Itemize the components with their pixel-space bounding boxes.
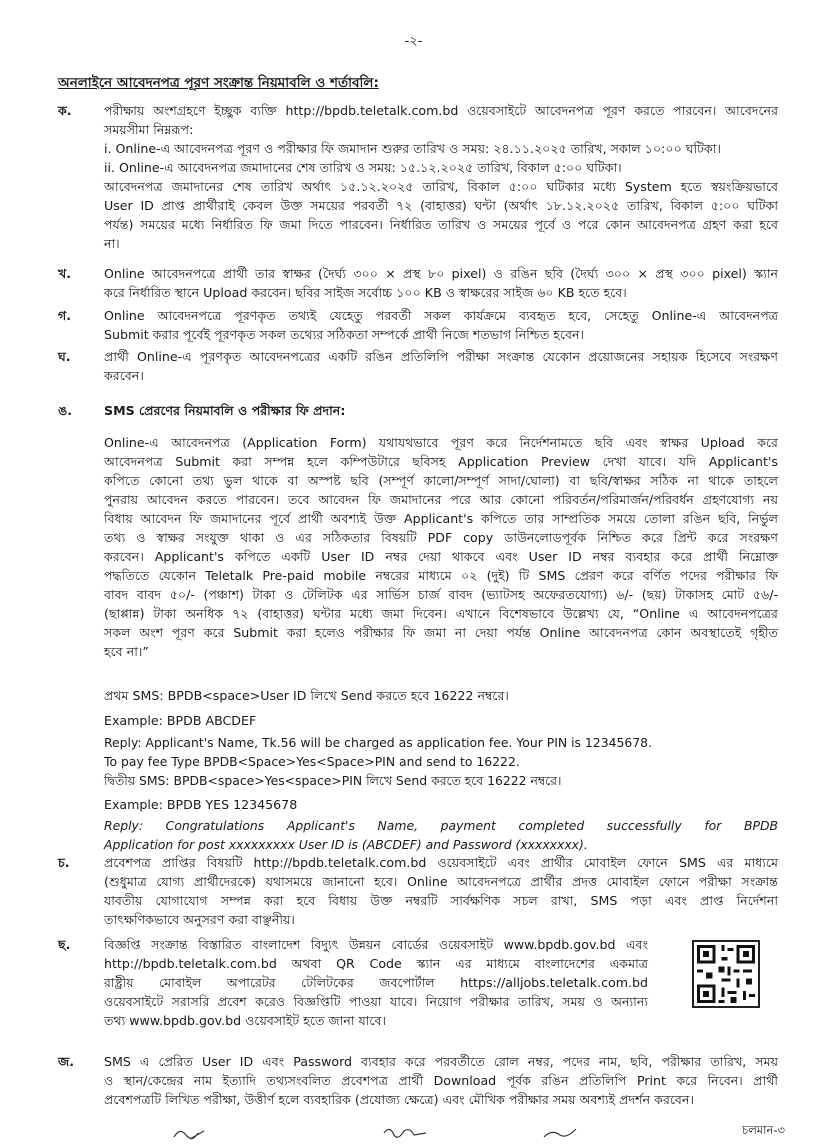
sms-example-1 — [58, 711, 778, 730]
text-line: করে নির্ধারিত স্থানে Upload করবেন। ছবির সাইজ সর্বোচ্চ ১০০ KB ও স্বাক্ষরের সাইজ ৬০ KB হতে হবে। — [104, 285, 627, 300]
text-line: সকল অংশ পূরণ করে Submit করা হলেও পরীক্ষার ফি জমা না দেয়া পর্যন্ত Online আবেদনপত্র কোন অবস্থাতেই গৃহীত — [104, 625, 778, 640]
section-label: ঙ. — [58, 403, 73, 418]
text-line: Online-এ আবেদনপত্র (Application Form) যথাযথভাবে পূরণ করে নির্দেশনামতে ছবি এবং স্বাক্ষর Upload করে — [104, 435, 778, 450]
text-line: করবেন। — [104, 368, 144, 383]
text-line: (শুধুমাত্র যোগ্য প্রার্থীদেরকে) যথাসময়ে জানানো হবে। Online আবেদনপত্রে প্রার্থীর প্রদত্ত মোবাইল ফোনে পরীক্ষা সংক্রান্ত — [104, 874, 778, 889]
text-line: বিধায় আবেদন ফি জমাদানের পূর্বে প্রার্থী অবশ্যই উক্ত Applicant's কপিতে তার সাম্প্রতিক সময়ে তোলা রঙিন ছবি, নির্ভুল — [104, 511, 778, 526]
text-line: User ID প্রাপ্ত প্রার্থীরাই কেবল উক্ত সময়ের পরবর্তী ৭২ (বাহাত্তর) ঘন্টা (অর্থাৎ ১৮.১২.২০২৫ তারিখ, বিকাল ৫:০০ ঘটিকা — [104, 198, 778, 213]
section-title: SMS প্রেরণের নিয়মাবলি ও পরীক্ষার ফি প্রদান: — [104, 403, 346, 418]
text-line: বিজ্ঞপ্তি সংক্রান্ত বিস্তারিত বাংলাদেশ বিদ্যুৎ উন্নয়ন বোর্ডের ওয়েবসাইট www.bpdb.gov.bd এবং — [104, 937, 648, 952]
reply-line: To pay fee Type BPDB<Space>Yes<Space>PIN and send to 16222. — [104, 754, 520, 769]
text-line: পদ্ধতিতে যেকোন Teletalk Pre-paid mobile নম্বরের মাধ্যমে ০২ (দুই) টি SMS প্রেরণ করে বর্ণিত পদের পরীক্ষার ফি — [104, 568, 778, 583]
text-line: কপিতে কোনো তথ্য ভুল থাকে বা অস্পষ্ট ছবি (সম্পূর্ণ কালো/সম্পূর্ণ সাদা/ঘোলা) বা ছবি/স্বাক্ষর সঠিক না থাকে তাহলে — [104, 473, 778, 488]
example-text: Example: BPDB YES 12345678 — [104, 797, 298, 812]
section-ka — [58, 101, 778, 253]
text-line: পর্যন্ত) সময়ের মধ্যে নির্ধারিত ফি জমা দিতে পারবেন। নির্ধারিত তারিখ ও সময়ের পূর্বে ও পরে কোন আবেদনপত্র গ্রহণ করা হবে — [104, 217, 778, 232]
text-line: পুনরায় আবেদন করতে পারবেন। তবে আবেদন ফি জমাদানের পরে আর কোনো পরিবর্তন/পরিমার্জন/পরিবর্ধন গ্রহণযোগ্য নয় — [104, 492, 778, 507]
section-label: ঘ. — [58, 349, 71, 364]
text-line: i. Online-এ আবেদনপত্র পূরণ ও পরীক্ষার ফি জমাদান শুরুর তারিখ ও সময়: ২৪.১১.২০২৫ তারিখ, সকাল ১০:০০ ঘটিকা। — [104, 141, 722, 156]
text-line: তথ্য www.bpdb.gov.bd ওয়েবসাইট হতে জানা যাবে। — [104, 1013, 387, 1028]
text-line: (ছাপ্পান্ন) টাকা অনধিক ৭২ (বাহাত্তর) ঘন্টার মধ্যে জমা দিবেন। এখানে বিশেষভাবে উল্লেখ্য যে, “Online এ আবেদনপত্রের — [104, 606, 778, 621]
section-label: গ. — [58, 308, 72, 323]
example-text: Example: BPDB ABCDEF — [104, 713, 257, 728]
text-line: যাবতীয় যোগাযোগ সম্পন্ন করা হবে বিধায় উক্ত নম্বরটি সার্বক্ষণিক সচল রাখা, SMS পড়া এবং প্রাপ্ত নির্দেশনা — [104, 893, 778, 908]
text-line: Online আবেদনপত্রে প্রার্থী তার স্বাক্ষর (দৈর্ঘ্য ৩০০ × প্রস্থ ৮০ pixel) ও রঙিন ছবি (দৈর্ঘ্য ৩০০ × প্রস্থ ৩০০ pixel) স্ক্যান — [104, 266, 778, 281]
page-number: -২- — [404, 34, 423, 49]
section-label: জ. — [58, 1054, 75, 1069]
section-ja — [58, 1052, 778, 1109]
initials-signature-2 — [380, 1123, 430, 1143]
text-line: প্রবেশপত্রটি লিখিত পরীক্ষা, উত্তীর্ণ হলে ব্যবহারিক (প্রযোজ্য ক্ষেত্রে) এবং মৌখিক পরীক্ষার সময় অবশ্যই প্রদর্শন করবেন। — [104, 1092, 694, 1107]
section-label: ছ. — [58, 937, 71, 952]
text-line: করবেন। Applicant's কপিতে একটি User ID নম্বর দেয়া থাকবে এবং User ID নম্বর ব্যবহার করে প্রার্থী নিম্নোক্ত — [104, 549, 778, 564]
section-label: ক. — [58, 103, 72, 118]
text-line: প্রবেশপত্র প্রাপ্তির বিষয়টি http://bpdb.teletalk.com.bd ওয়েবসাইটে এবং প্রার্থীর মোবাইল ফোনে SMS এর মাধ্যমে — [104, 855, 778, 870]
text-line: বাবদ বাবদ ৫০/- (পঞ্চাশ) টাকা ও টেলিটক এর সার্ভিস চার্জ বাবদ (ভ্যাটসহ অফেরতযোগ্য) ৬/- (ছয়) টাকাসহ মোট ৫৬/- — [104, 587, 778, 602]
text-line: ও স্থান/কেন্দ্রের নাম ইত্যাদি তথ্যসংবলিত প্রবেশপত্র প্রার্থী Download পূর্বক রঙিন প্রতিলিপি Print করে নিবেন। প্রার্থী — [104, 1073, 778, 1088]
text-line: SMS এ প্রেরিত User ID এবং Password ব্যবহার করে পরবর্তীতে রোল নম্বর, পদের নাম, ছবি, পরীক্ষার তারিখ, সময় — [104, 1054, 779, 1069]
sms-instructions — [58, 686, 778, 705]
sms-first: প্রথম SMS: BPDB<space>User ID লিখে Send করতে হবে 16222 নম্বরে। — [104, 688, 509, 703]
section-kha — [58, 264, 778, 302]
section-uma-body — [58, 433, 778, 661]
section-cha — [58, 853, 778, 929]
text-line: আবেদনপত্র জমাদানের শেষ তারিখ অর্থাৎ ১৫.১২.২০২৫ তারিখ, বিকাল ৫:০০ ঘটিকার মধ্যে System হতে স্বয়ংক্রিয়ভাবে — [104, 179, 778, 194]
sms-reply-2 — [58, 816, 778, 854]
text-line: রাষ্ট্রীয় মোবাইল অপারেটর টেলিটকের জবপোর্টাল https://alljobs.teletalk.com.bd — [104, 975, 648, 990]
reply-line: Reply: Congratulations Applicant's Name, payment completed successfully for BPDB — [104, 818, 778, 833]
text-line: আবেদনপত্র Submit করা সম্পন্ন হলে কম্পিউটারে ছবিসহ Application Preview দেখা যাবে। যদি Applicant's — [104, 454, 778, 469]
section-chha — [58, 935, 648, 1030]
initials-signature-3 — [540, 1123, 580, 1143]
reply-line: Application for post xxxxxxxxx User ID is (ABCDEF) and Password (xxxxxxxx). — [104, 837, 588, 852]
sms-example-2 — [58, 795, 778, 814]
text-line: প্রার্থী Online-এ পূরণকৃত আবেদনপত্রের একটি রঙিন প্রতিলিপি পরীক্ষা সংক্রান্ত যেকোন প্রয়োজনের সহায়ক হিসেবে সংরক্ষণ — [104, 349, 778, 364]
text-line: Submit করার পূর্বেই পূরণকৃত সকল তথ্যের সঠিকতা সম্পর্কে প্রার্থী নিজে শতভাগ নিশ্চিত হবেন। — [104, 327, 584, 342]
reply-line: Reply: Applicant's Name, Tk.56 will be charged as application fee. Your PIN is 12345678. — [104, 735, 652, 750]
text-line: তাৎক্ষণিকভাবে অনুসরণ করা বাঞ্ছনীয়। — [104, 912, 295, 927]
section-label: খ. — [58, 266, 72, 281]
text-line: হবে না।” — [104, 644, 149, 659]
qr-code-icon[interactable] — [692, 940, 760, 1008]
sms-second: দ্বিতীয় SMS: BPDB<space>Yes<space>PIN লিখে Send করতে হবে 16222 নম্বরে। — [104, 773, 562, 788]
section-ga — [58, 306, 778, 344]
initials-signature-1 — [170, 1123, 210, 1143]
section-uma — [58, 401, 778, 420]
continued-label: চলমান-৩ — [742, 1123, 785, 1137]
sms-reply-1 — [58, 733, 778, 790]
text-line: ওয়েবসাইটে সরাসরি প্রবেশ করেও বিজ্ঞপ্তিটি পাওয়া যাবে। নিয়োগ পরীক্ষার তারিখ, সময় ও অন্যান্য — [104, 994, 648, 1009]
text-line: Online আবেদনপত্রে পূরণকৃত তথ্যই যেহেতু পরবর্তী সকল কার্যক্রমে ব্যবহৃত হবে, সেহেতু Online-এ আবেদনপত্র — [104, 308, 778, 323]
section-gha — [58, 347, 778, 385]
text-line: পরীক্ষায় অংশগ্রহণে ইচ্ছুক ব্যক্তি http://bpdb.teletalk.com.bd ওয়েবসাইটে আবেদনপত্র পূরণ করতে পারবেন। আবেদনের — [104, 103, 778, 118]
page-title: অনলাইনে আবেদনপত্র পূরণ সংক্রান্ত নিয়মাবলি ও শর্তাবলি: — [58, 75, 379, 91]
text-line: ii. Online-এ আবেদনপত্র জমাদানের শেষ তারিখ ও সময়: ১৫.১২.২০২৫ তারিখ, বিকাল ৫:০০ ঘটিকা। — [104, 160, 622, 175]
text-line: তথ্য ও স্বাক্ষর সংযুক্ত থাকা ও এর সঠিকতার বিষয়টি PDF copy ডাউনলোডপূর্বক নিশ্চিত করে প্রিন্ট করে সংরক্ষণ — [104, 530, 778, 545]
text-line: না। — [104, 236, 120, 251]
text-line: http://bpdb.teletalk.com.bd অথবা QR Code স্ক্যান এর মাধ্যমে বাংলাদেশের একমাত্র — [104, 956, 648, 971]
section-label: চ. — [58, 855, 70, 870]
text-line: সময়সীমা নিম্নরূপ: — [104, 122, 194, 137]
